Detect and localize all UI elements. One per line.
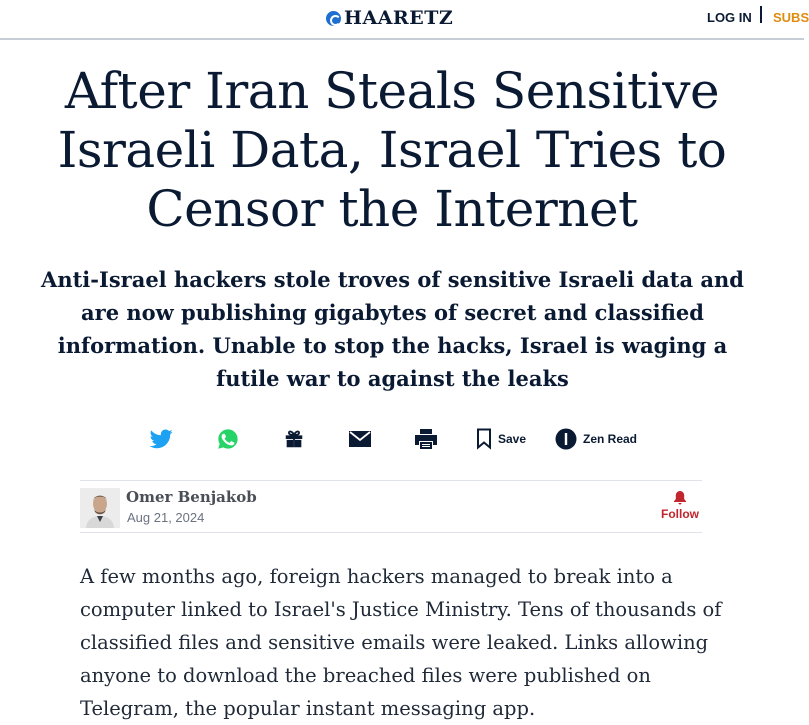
whatsapp-icon (217, 428, 239, 450)
zen-read-icon (555, 428, 577, 450)
follow-label: Follow (661, 507, 699, 521)
twitter-icon (150, 429, 173, 449)
twitter-share-button[interactable] (150, 422, 173, 456)
haaretz-logo[interactable] (326, 7, 453, 29)
gift-icon (283, 428, 305, 450)
bell-icon (673, 490, 687, 505)
follow-button[interactable] (658, 490, 702, 521)
haaretz-logo-icon (326, 11, 341, 26)
share-toolbar (0, 422, 804, 456)
site-header (0, 0, 809, 40)
logo-text: HAARETZ (344, 7, 454, 29)
zen-read-label: Zen Read (583, 432, 638, 446)
gift-article-button[interactable] (283, 422, 305, 456)
save-button[interactable] (476, 422, 526, 456)
author-photo (80, 488, 120, 528)
whatsapp-share-button[interactable] (217, 422, 239, 456)
publish-date: Aug 21, 2024 (127, 510, 205, 525)
bookmark-icon (476, 428, 492, 450)
email-share-button[interactable] (348, 422, 372, 456)
header-divider (760, 6, 762, 23)
print-icon (414, 428, 438, 450)
save-label: Save (498, 432, 527, 446)
article-body-paragraph: A few months ago, foreign hackers managed to break into a computer linked to Israel's Justice Ministry. Tens of thousands of classified files and sensitive emails were leaked. Links allowing anyone to download the breached files were published on Telegram, the popular instant messaging app. (80, 565, 722, 720)
author-avatar[interactable] (80, 488, 120, 528)
author-name[interactable]: Omer Benjakob (126, 488, 257, 506)
zen-read-button[interactable] (555, 422, 637, 456)
subscribe-link[interactable]: SUBS (773, 10, 809, 25)
print-button[interactable] (414, 422, 438, 456)
login-link[interactable]: LOG IN (707, 10, 752, 25)
article-subheadline: Anti-Israel hackers stole troves of sensitive Israeli data and are now publishing gigabytes of secret and classified information. Unable to stop the hacks, Israel is waging a futile war to against the leaks (41, 267, 744, 391)
article-headline: After Iran Steals Sensitive Israeli Data, Israel Tries to Censor the Internet (57, 62, 727, 238)
author-byline (80, 480, 702, 533)
mail-icon (348, 430, 372, 448)
